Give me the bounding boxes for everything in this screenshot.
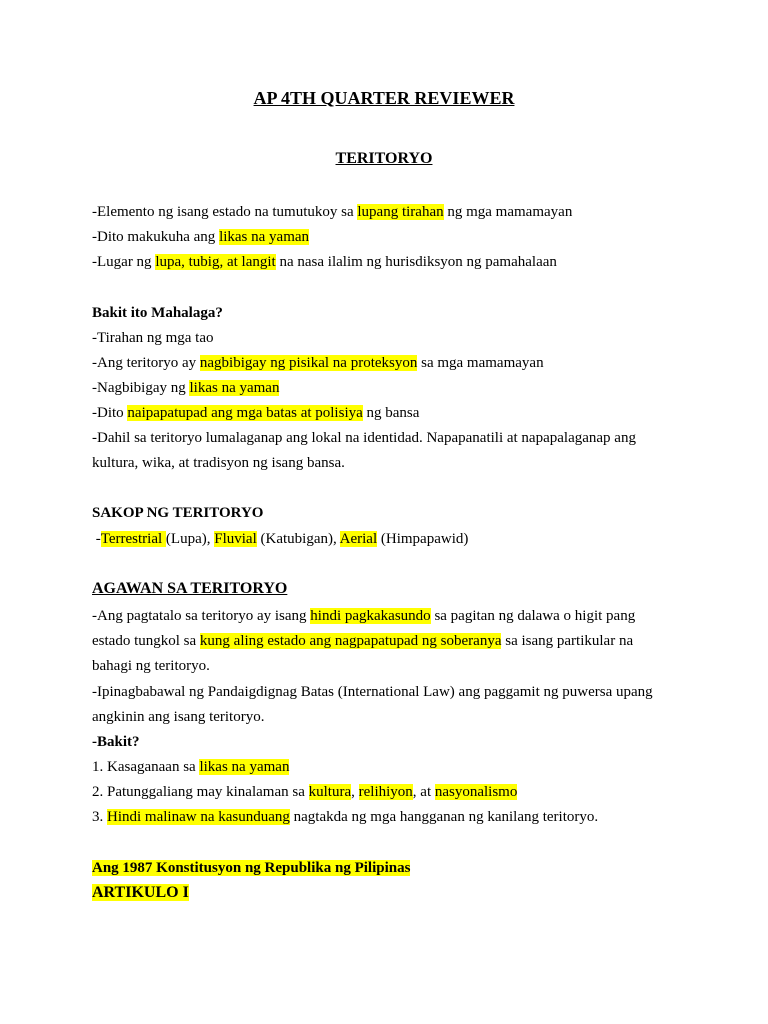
section-title-teritoryo: TERITORYO (335, 150, 433, 167)
artikulo-heading (92, 883, 189, 903)
text: -Elemento ng isang estado na tumutukoy sa (92, 204, 358, 220)
highlight: nagbibigay ng pisikal na proteksyon (199, 355, 418, 371)
text: sa isang partikular na (501, 633, 634, 649)
agawan-line-4: -Ipinagbabawal ng Pandaigdignag Batas (International Law) ang paggamit ng puwersa upang (92, 684, 653, 700)
text: (Katubigan), (256, 531, 340, 547)
highlight: kultura (308, 784, 352, 800)
text: ng mga mamamayan (443, 204, 573, 220)
bakit-line-2 (92, 353, 544, 373)
text: nagtakda ng mga hangganan ng kanilang teritoryo. (289, 809, 599, 825)
text: 3. (92, 809, 107, 825)
text: -Dito makukuha ang (92, 229, 220, 245)
sakop-line (92, 529, 468, 549)
text: sa pagitan ng dalawa o higit pang (430, 608, 636, 624)
highlight: likas na yaman (189, 380, 280, 396)
reason-3 (92, 807, 598, 827)
text: -Dito (92, 405, 128, 421)
bakit-line-3 (92, 378, 279, 398)
heading-bakit: Bakit ito Mahalaga? (92, 305, 223, 321)
text: , at (412, 784, 435, 800)
highlight: Terrestrial (100, 531, 166, 547)
reason-2 (92, 782, 517, 802)
text: estado tungkol sa (92, 633, 200, 649)
highlight: kung aling estado ang nagpapatupad ng soberanya (199, 633, 502, 649)
agawan-line-5: angkinin ang isang teritoryo. (92, 709, 265, 725)
heading-agawan: AGAWAN SA TERITORYO (92, 580, 288, 597)
text: (Himpapawid) (377, 531, 469, 547)
intro-line-3 (92, 252, 557, 272)
text: -Ang pagtatalo sa teritoryo ay isang (92, 608, 311, 624)
text: ng bansa (362, 405, 420, 421)
highlight: Hindi malinaw na kasunduang (107, 809, 290, 825)
highlight: relihiyon (358, 784, 413, 800)
text: (Lupa), (165, 531, 215, 547)
highlight: Ang 1987 Konstitusyon ng Republika ng Pilipinas (92, 860, 411, 876)
text: sa mga mamamayan (417, 355, 544, 371)
text: 1. Kasaganaan sa (92, 759, 200, 775)
text: - (92, 531, 101, 547)
highlight: naipapatupad ang mga batas at polisiya (127, 405, 363, 421)
bakit-line-6: kultura, wika, at tradisyon ng isang bansa. (92, 455, 345, 471)
highlight: lupa, tubig, at langit (155, 254, 276, 270)
highlight: hindi pagkakasundo (310, 608, 431, 624)
bakit-line-5: -Dahil sa teritoryo lumalaganap ang lokal na identidad. Napapanatili at napapalaganap ang (92, 430, 636, 446)
reason-1 (92, 757, 289, 777)
intro-line-1 (92, 202, 572, 222)
text: -Nagbibigay ng (92, 380, 190, 396)
text: -Lugar ng (92, 254, 156, 270)
page-title: AP 4TH QUARTER REVIEWER (253, 88, 515, 108)
highlight: likas na yaman (219, 229, 310, 245)
highlight: Fluvial (214, 531, 257, 547)
agawan-bakit: -Bakit? (92, 734, 140, 750)
text: -Ang teritoryo ay (92, 355, 200, 371)
highlight: ARTIKULO I (92, 884, 189, 901)
text: na nasa ilalim ng hurisdiksyon ng pamahalaan (275, 254, 557, 270)
agawan-line-1 (92, 606, 635, 626)
intro-line-2 (92, 227, 309, 247)
bakit-line-4 (92, 403, 419, 423)
agawan-line-3: bahagi ng teritoryo. (92, 658, 210, 674)
highlight: lupang tirahan (357, 204, 444, 220)
text: , (351, 784, 359, 800)
highlight: nasyonalismo (434, 784, 518, 800)
highlight: likas na yaman (199, 759, 290, 775)
highlight: Aerial (339, 531, 378, 547)
heading-sakop: SAKOP NG TERITORYO (92, 505, 264, 521)
konstitusyon-title (92, 858, 410, 878)
text: 2. Patunggaliang may kinalaman sa (92, 784, 309, 800)
agawan-line-2 (92, 631, 633, 651)
bakit-line-1: -Tirahan ng mga tao (92, 330, 214, 346)
